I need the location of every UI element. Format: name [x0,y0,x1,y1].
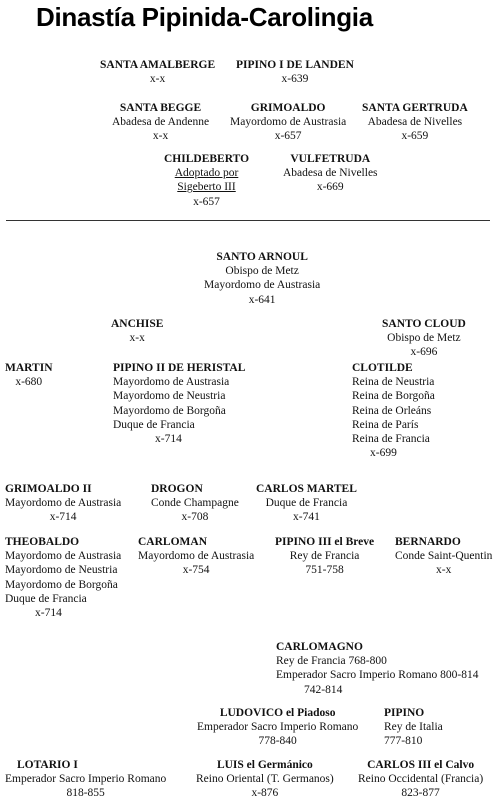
node-theobaldo [5,535,121,620]
node-pipino-rey-de-italia [384,706,443,749]
node-childeberto [164,152,249,209]
node-grimoaldo [230,101,346,144]
node-line: Conde Saint-Quentin [395,550,493,563]
node-line: Obispo de Metz [387,332,461,345]
node-line: x-754 [182,564,210,577]
node-name: LOTARIO I [17,759,78,771]
node-name: SANTA GERTRUDA [362,102,468,114]
node-line: Mayordomo de Neustria [113,390,226,403]
node-line: x-641 [248,293,276,306]
node-line: Emperador Sacro Imperio Romano 800-814 [276,669,479,682]
node-line: Mayordomo de Austrasia [204,279,321,292]
node-clotilde [352,361,435,460]
node-name: SANTO CLOUD [382,318,466,330]
node-lotario-i [5,758,166,801]
node-line: x-714 [35,607,62,620]
node-line: Reina de Francia [352,433,430,446]
node-carloman [138,535,254,578]
node-name: CARLOS III el Calvo [367,759,475,771]
node-line: 742-814 [304,683,343,696]
node-name: CARLOMAN [138,536,207,548]
node-name: CARLOS MARTEL [256,483,357,495]
node-carlomagno [276,640,478,697]
diagram-title: Dinastía Pipinida-Carolingia [36,2,373,32]
node-luis-el-germanico [196,758,334,801]
node-santa-gertruda [362,101,468,144]
node-line: x-639 [281,73,309,86]
node-name: BERNARDO [395,536,461,548]
node-line: 777-810 [384,735,423,748]
node-line: Mayordomo de Austrasia [230,116,347,129]
node-line: x-696 [410,346,438,359]
node-line: Emperador Sacro Imperio Romano [197,721,359,734]
node-line: x-669 [316,181,344,194]
node-bernardo [395,535,492,578]
node-name: SANTO ARNOUL [216,251,308,263]
node-line: x-708 [181,511,209,524]
node-name: GRIMOALDO II [5,483,92,495]
node-vulfetruda [283,152,378,195]
node-martin [5,361,53,389]
section-divider [6,220,490,221]
node-line: x-680 [15,376,43,389]
node-line: x-741 [293,511,320,524]
node-name: VULFETRUDA [290,153,371,165]
node-line: Sigeberto III [177,181,236,194]
node-line: Reina de París [352,418,419,431]
node-line: Abadesa de Nivelles [367,116,463,129]
node-pipino-iii-el-breve [275,535,374,578]
node-line: Mayordomo de Austrasia [5,550,122,563]
node-name: GRIMOALDO [250,102,326,114]
node-line: x-x [129,332,145,345]
node-name: CARLOMAGNO [276,641,363,653]
node-line: Reino Occidental (Francia) [358,773,484,786]
node-line: x-659 [401,130,429,143]
node-carlos-martel [256,482,357,525]
node-santa-begge [112,101,209,144]
node-line: Rey de Francia 768-800 [276,655,387,668]
node-line: Duque de Francia [5,592,87,605]
node-line: Conde Champagne [151,497,239,510]
node-name: THEOBALDO [5,536,80,548]
node-line: x-714 [155,433,182,446]
node-line: Duque de Francia [265,497,348,510]
node-line: Mayordomo de Borgoña [5,578,118,591]
node-line: Mayordomo de Borgoña [113,404,226,417]
node-line: Reino Oriental (T. Germanos) [196,773,334,786]
node-line: x-x [149,73,166,86]
node-carlos-iii-el-calvo [358,758,483,801]
node-line: 751-758 [305,564,344,577]
node-line: Rey de Francia [289,550,360,563]
node-line: 823-877 [401,787,440,800]
node-line: Mayordomo de Austrasia [5,497,122,510]
node-line: Reina de Neustria [352,376,435,389]
node-line: x-699 [370,447,397,460]
node-line: Abadesa de Nivelles [283,167,378,180]
node-line: x-x [436,564,452,577]
node-name: PIPINO [384,707,425,719]
node-name: LUIS el Germánico [216,759,313,771]
node-name: LUDOVICO el Piadoso [219,707,336,719]
node-name: CHILDEBERTO [164,153,250,165]
node-name: SANTA BEGGE [119,102,202,114]
node-line: Reina de Borgoña [352,390,435,403]
node-santo-cloud [382,317,466,360]
node-line: Duque de Francia [113,418,195,431]
node-line: x-876 [251,787,279,800]
node-ludovico-el-piadoso [197,706,358,749]
node-pipino-ii-de-heristal [113,361,245,446]
node-line: x-657 [193,195,220,208]
node-line: Obispo de Metz [225,265,299,278]
node-name: PIPINO III el Breve [275,536,375,548]
node-name: PIPINO II DE HERISTAL [113,362,246,374]
node-line: x-x [152,130,169,143]
node-line: Reina de Orleáns [352,404,432,417]
node-line: 778-840 [258,735,297,748]
node-grimoaldo-ii [5,482,121,525]
node-line: Mayordomo de Neustria [5,564,118,577]
node-name: SANTA AMALBERGE [100,59,216,71]
node-name: CLOTILDE [352,362,413,374]
node-line: Emperador Sacro Imperio Romano [5,773,167,786]
node-santo-arnoul [204,250,320,307]
node-line: 818-855 [66,787,105,800]
node-line: Mayordomo de Austrasia [113,376,230,389]
node-name: PIPINO I DE LANDEN [236,59,354,71]
node-name: MARTIN [5,362,53,374]
node-name: ANCHISE [111,318,164,330]
node-santa-amalberge [100,58,215,86]
node-drogon [151,482,239,525]
node-line: Mayordomo de Austrasia [138,550,255,563]
node-anchise [111,317,163,345]
node-line: x-714 [49,511,77,524]
node-line: Adoptado por [174,167,239,180]
node-line: Abadesa de Andenne [112,116,210,129]
node-name: DROGON [151,483,203,495]
node-line: Rey de Italia [384,721,443,734]
node-pipino-i-de-landen [236,58,354,86]
node-line: x-657 [274,130,302,143]
